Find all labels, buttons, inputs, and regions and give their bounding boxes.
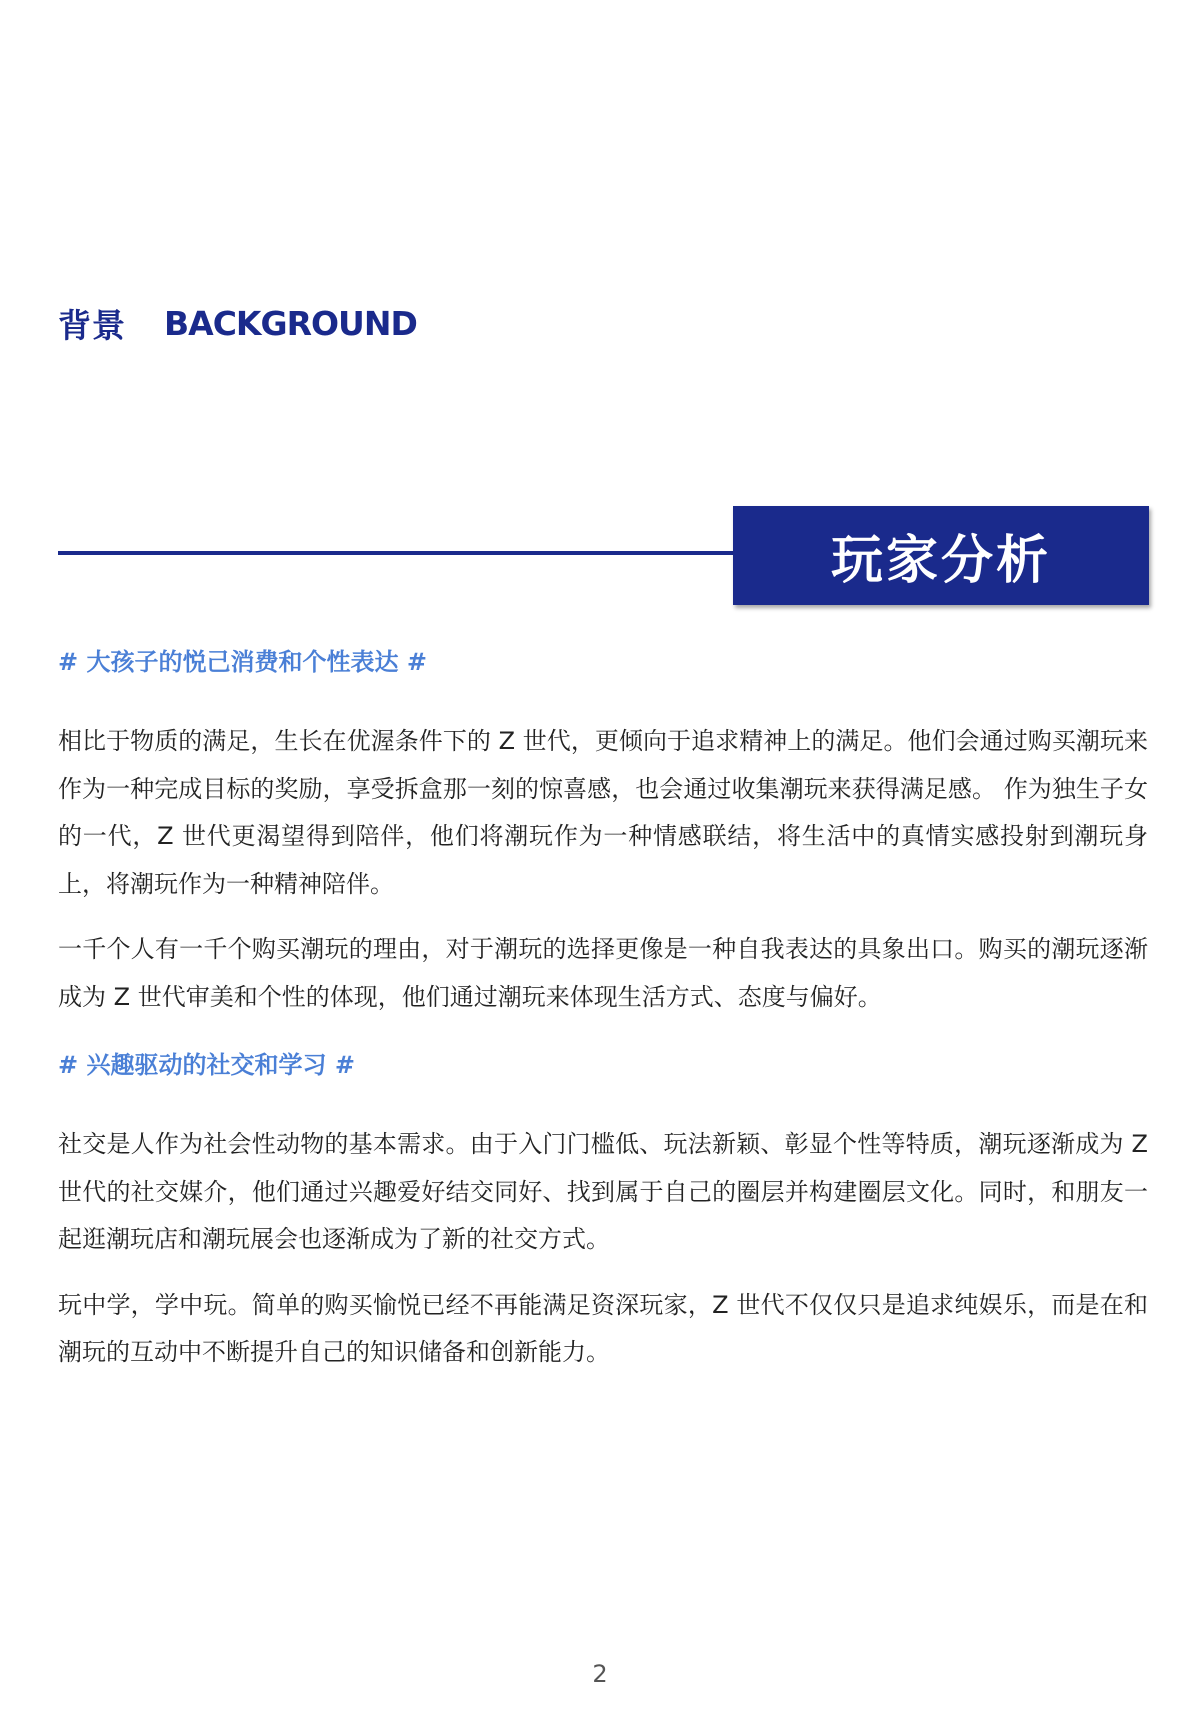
paragraph: 相比于物质的满足，生长在优渥条件下的 Z 世代，更倾向于追求精神上的满足。他们会通过购买潮玩来作为一种完成目标的奖励，享受拆盒那一刻的惊喜感，也会通过收集潮玩来获得满足感。 作为独生子女的一代，Z 世代更渴望得到陪伴，他们将潮玩作为一种情感联结，将生活中的真情实感投射到潮玩身上，将潮玩作为一种精神陪伴。 [58, 727, 1148, 898]
paragraph: 社交是人作为社会性动物的基本需求。由于入门门槛低、玩法新颖、彰显个性等特质，潮玩逐渐成为 Z 世代的社交媒介，他们通过兴趣爱好结交同好、找到属于自己的圈层并构建圈层文化。同时，和朋友一起逛潮玩店和潮玩展会也逐渐成为了新的社交方式。 [58, 1130, 1148, 1253]
article-body [58, 640, 1148, 1377]
section-divider-line [58, 551, 734, 555]
section-title-banner [733, 506, 1149, 605]
paragraph: 一千个人有一千个购买潮玩的理由，对于潮玩的选择更像是一种自我表达的具象出口。购买的潮玩逐渐成为 Z 世代审美和个性的体现，他们通过潮玩来体现生活方式、态度与偏好。 [58, 935, 1148, 1011]
section-title: 玩家分析 [830, 531, 1051, 591]
paragraph: 玩中学，学中玩。简单的购买愉悦已经不再能满足资深玩家，Z 世代不仅仅只是追求纯娱乐，而是在和潮玩的互动中不断提升自己的知识储备和创新能力。 [58, 1290, 1148, 1366]
page-number: 2 [592, 1660, 608, 1688]
subheading-social-learning: # 兴趣驱动的社交和学习 # [58, 1051, 355, 1079]
page-header [58, 300, 417, 347]
header-title-cn: 背景 [58, 306, 126, 345]
header-title-en: BACKGROUND [164, 304, 417, 343]
subheading-self-pleasing: # 大孩子的悦己消费和个性表达 # [58, 648, 427, 676]
